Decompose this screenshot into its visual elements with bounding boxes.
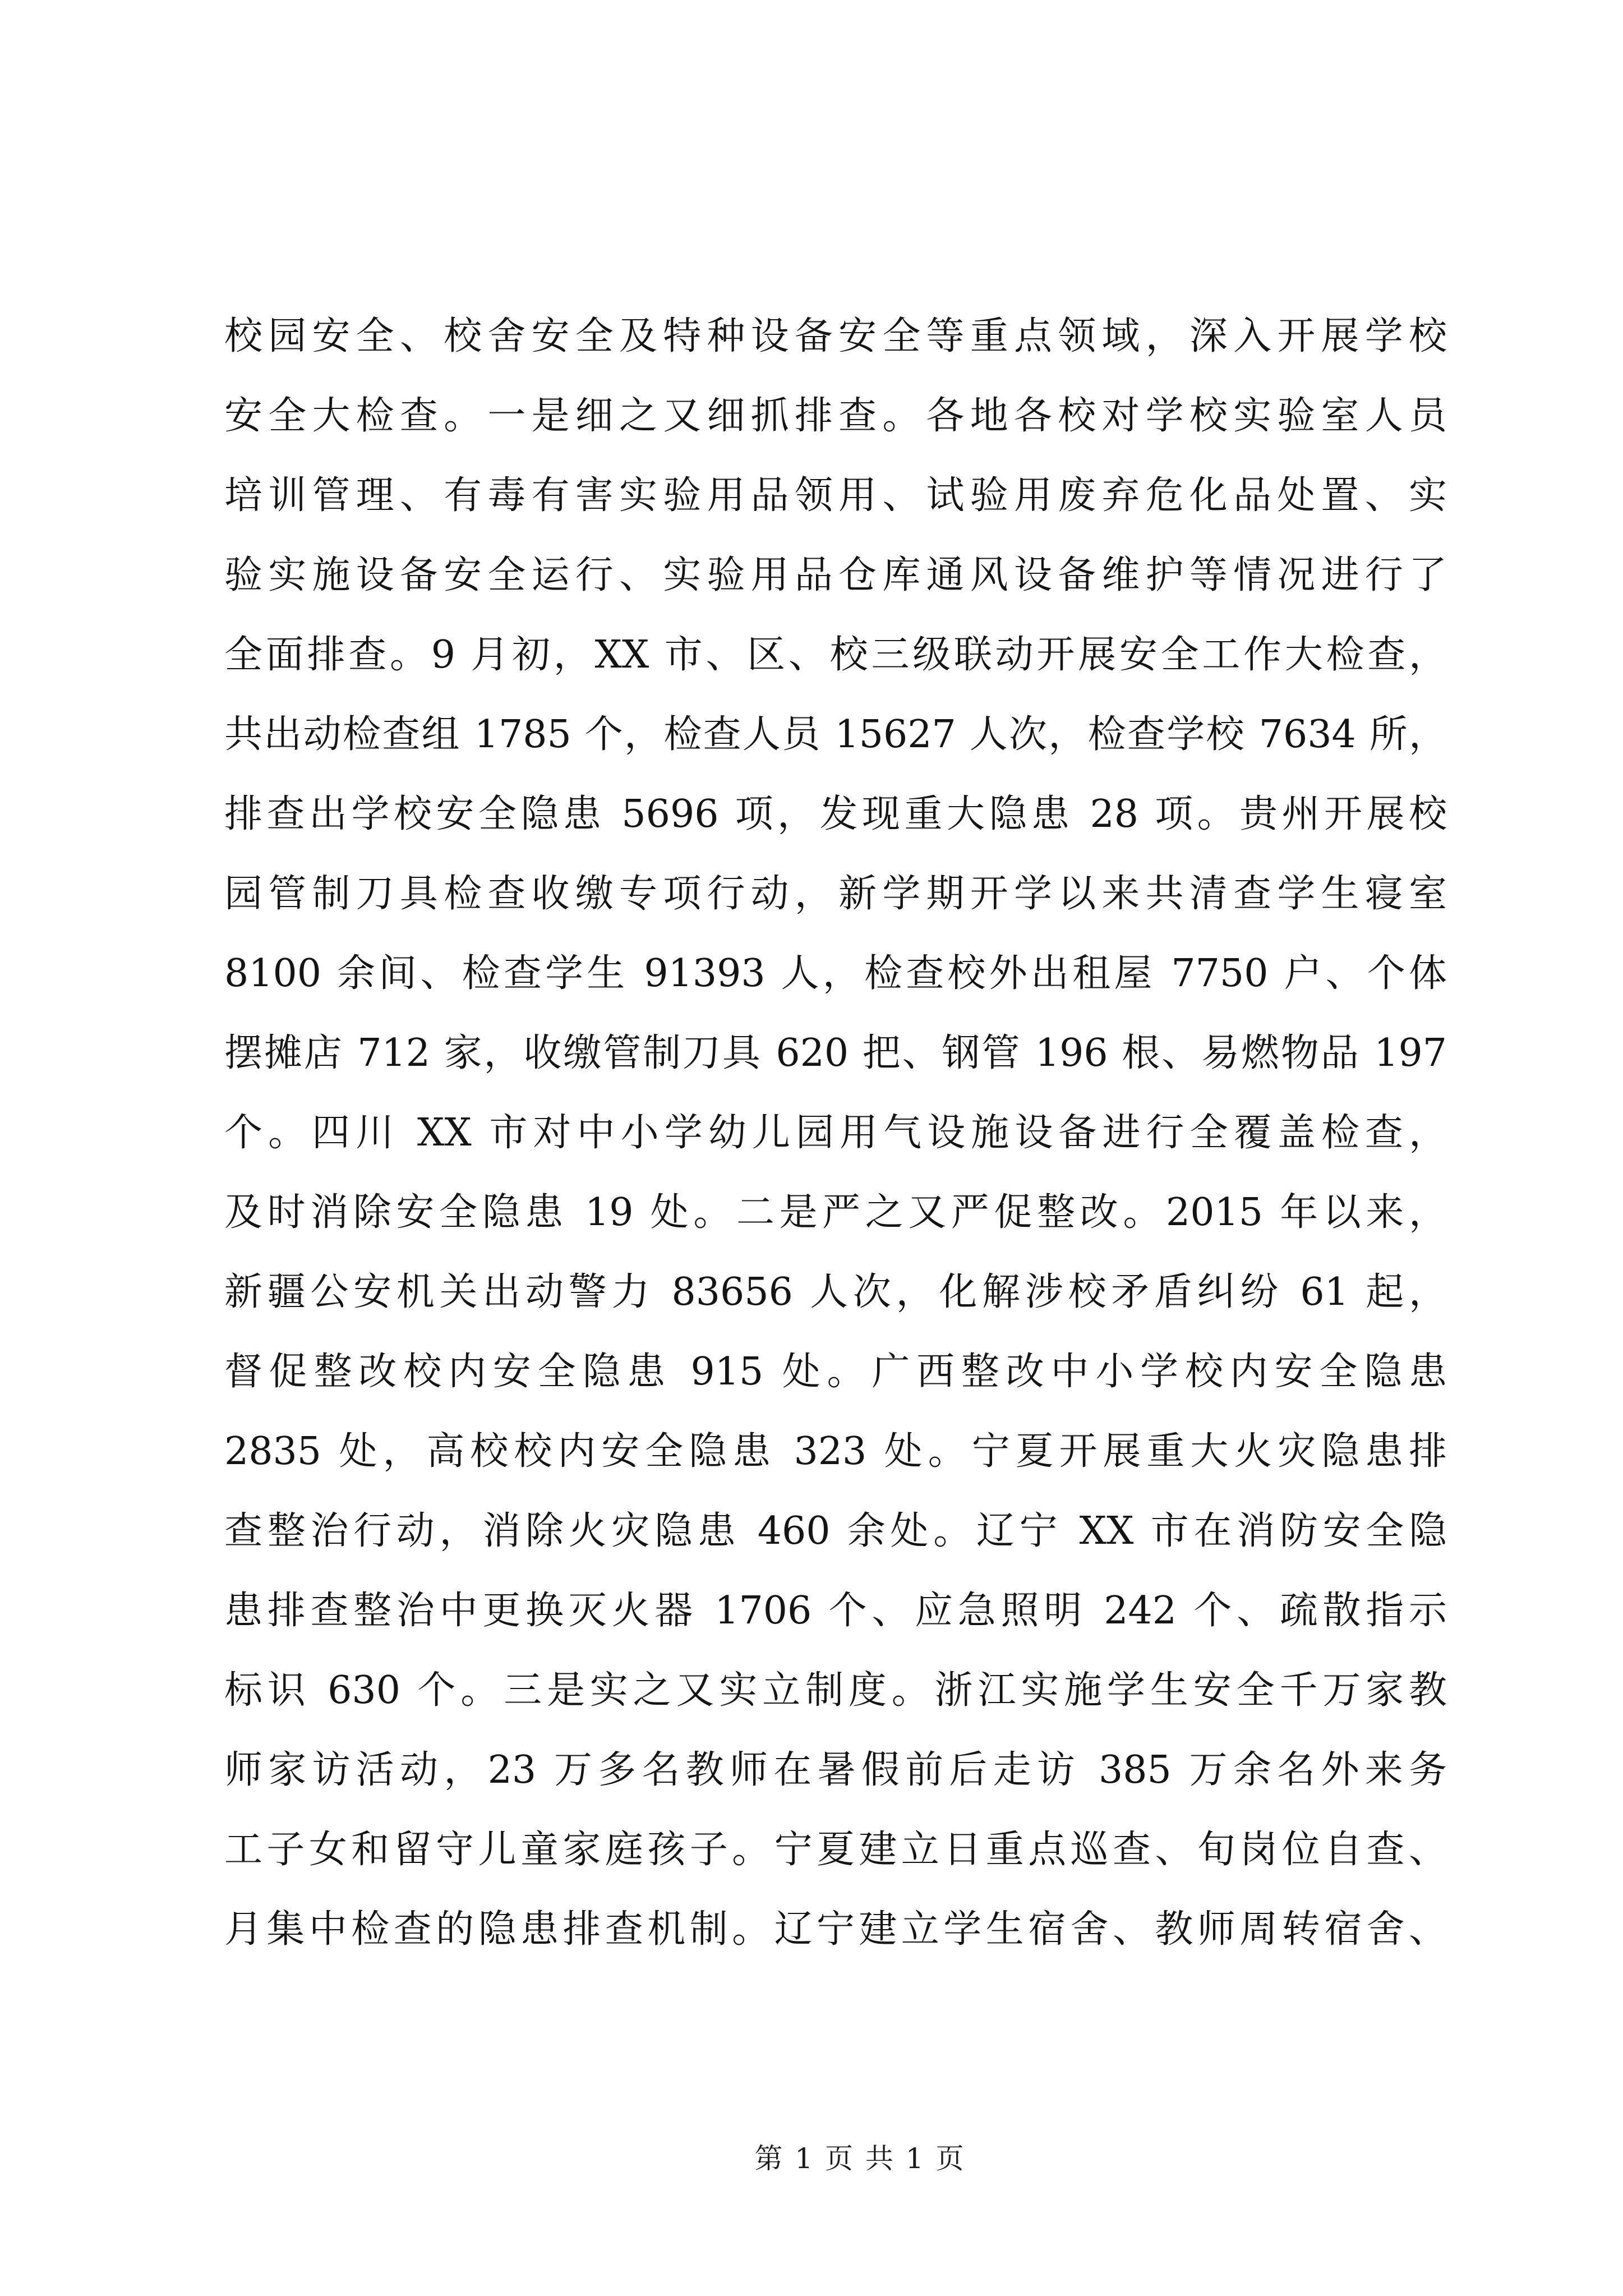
body-line: 共出动检查组 1785 个，检查人员 15627 人次，检查学校 7634 所， — [224, 712, 1447, 757]
body-line: 2835 处，高校校内安全隐患 323 处。宁夏开展重大火灾隐患排 — [224, 1429, 1447, 1474]
body-line: 标识 630 个。三是实之又实立制度。浙江实施学生安全千万家教 — [224, 1668, 1447, 1713]
body-line: 培训管理、有毒有害实验用品领用、试验用废弃危化品处置、实 — [224, 473, 1447, 518]
body-line: 全面排查。9 月初，XX 市、区、校三级联动开展安全工作大检查， — [224, 633, 1447, 677]
body-line: 校园安全、校舍安全及特种设备安全等重点领域，深入开展学校 — [224, 314, 1447, 358]
body-line: 患排查整治中更换灭火器 1706 个、应急照明 242 个、疏散指示 — [224, 1589, 1447, 1633]
body-line: 师家访活动，23 万多名教师在暑假前后走访 385 万余名外来务 — [224, 1748, 1447, 1792]
body-line: 园管制刀具检查收缴专项行动，新学期开学以来共清查学生寝室 — [224, 872, 1447, 916]
body-line: 及时消除安全隐患 19 处。二是严之又严促整改。2015 年以来， — [224, 1190, 1447, 1235]
body-line: 8100 余间、检查学生 91393 人，检查校外出租屋 7750 户、个体 — [224, 951, 1447, 996]
body-line: 安全大检查。一是细之又细抓排查。各地各校对学校实验室人员 — [224, 394, 1447, 438]
body-line: 工子女和留守儿童家庭孩子。宁夏建立日重点巡查、旬岗位自查、 — [224, 1828, 1447, 1872]
body-line: 查整治行动，消除火灾隐患 460 余处。辽宁 XX 市在消防安全隐 — [224, 1509, 1447, 1553]
page-number: 第 1 页 共 1 页 — [754, 2142, 964, 2175]
body-text — [224, 297, 1447, 1970]
body-line: 排查出学校安全隐患 5696 项，发现重大隐患 28 项。贵州开展校 — [224, 792, 1447, 836]
body-line: 新疆公安机关出动警力 83656 人次，化解涉校矛盾纠纷 61 起， — [224, 1270, 1447, 1314]
body-line: 个。四川 XX 市对中小学幼儿园用气设施设备进行全覆盖检查， — [224, 1111, 1447, 1155]
body-line: 督促整改校内安全隐患 915 处。广西整改中小学校内安全隐患 — [224, 1350, 1447, 1394]
body-line: 验实施设备安全运行、实验用品仓库通风设备维护等情况进行了 — [224, 553, 1447, 597]
body-line: 摆摊店 712 家，收缴管制刀具 620 把、钢管 196 根、易燃物品 197 — [224, 1031, 1447, 1075]
body-line: 月集中检查的隐患排查机制。辽宁建立学生宿舍、教师周转宿舍、 — [224, 1907, 1447, 1952]
